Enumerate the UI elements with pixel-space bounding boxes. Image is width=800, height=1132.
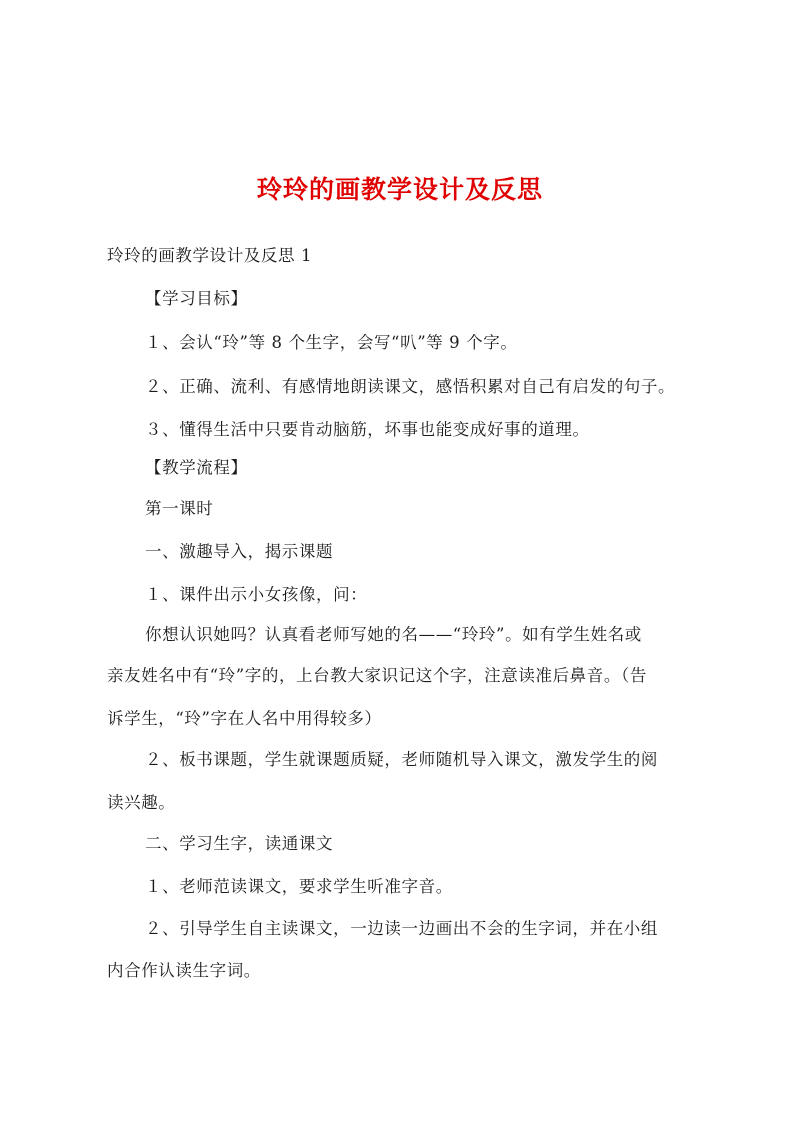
goal-item-3: ３、懂得生活中只要肯动脑筋，坏事也能变成好事的道理。 [145, 420, 590, 439]
document-title: 玲玲的画教学设计及反思 [256, 175, 543, 204]
goal-item-1: １、会认“玲”等 8 个生字，会写“叭”等 9 个字。 [145, 333, 518, 352]
section-heading: 玲玲的画教学设计及反思 1 [107, 246, 313, 265]
paragraph-line: 你想认识她吗？认真看老师写她的名——“玲玲”。如有学生姓名或 [145, 625, 642, 644]
step-heading-2: 二、学习生字，读通课文 [145, 834, 334, 853]
step-heading-1: 一、激趣导入，揭示课题 [145, 542, 334, 561]
teaching-process-heading: 【教学流程】 [145, 458, 248, 477]
lesson-heading: 第一课时 [145, 499, 214, 518]
paragraph-line: ２、引导学生自主读课文，一边读一边画出不会的生字词，并在小组 [145, 919, 658, 938]
goal-item-2: ２、正确、流利、有感情地朗读课文，感悟积累对自己有启发的句子。 [145, 377, 676, 396]
paragraph-line: 诉学生，“玲”字在人名中用得较多） [107, 709, 382, 728]
paragraph-line: １、课件出示小女孩像，问： [145, 585, 368, 604]
paragraph-line: 亲友姓名中有“玲”字的，上台教大家识记这个字，注意读准后鼻音。（告 [107, 666, 647, 685]
paragraph-line: 内合作认读生字词。 [107, 961, 261, 980]
paragraph-line: 读兴趣。 [107, 793, 176, 812]
paragraph-line: ２、板书课题，学生就课题质疑，老师随机导入课文，激发学生的阅 [145, 750, 658, 769]
paragraph-line: １、老师范读课文，要求学生听准字音。 [145, 877, 453, 896]
learning-goals-heading: 【学习目标】 [145, 289, 248, 308]
